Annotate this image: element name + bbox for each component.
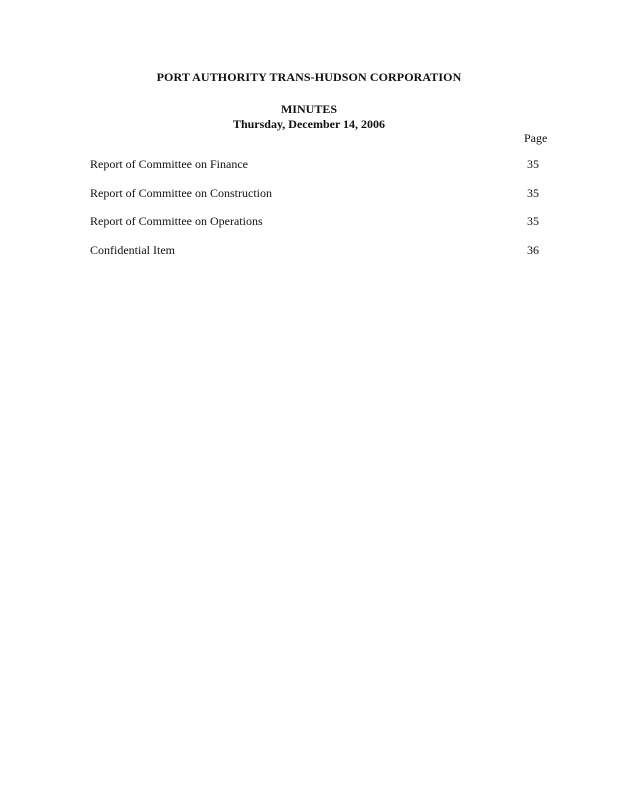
toc-item-label: Report of Committee on Construction	[90, 185, 272, 200]
table-of-contents	[90, 157, 550, 271]
toc-item-label: Confidential Item	[90, 242, 175, 257]
toc-item-page: 35	[527, 157, 539, 171]
toc-item-label: Report of Committee on Finance	[90, 157, 248, 171]
toc-item	[90, 157, 550, 186]
page-column-header: Page	[524, 131, 548, 145]
toc-item-label: Report of Committee on Operations	[90, 214, 263, 228]
toc-item	[90, 186, 550, 215]
toc-item-page: 35	[527, 214, 539, 228]
toc-item-page: 35	[527, 185, 539, 200]
toc-item-page: 36	[527, 242, 539, 257]
meeting-date: Thursday, December 14, 2006	[232, 117, 386, 131]
organization-title: PORT AUTHORITY TRANS-HUDSON CORPORATION	[156, 70, 462, 84]
toc-item	[90, 214, 550, 243]
document-heading: MINUTES	[280, 102, 337, 116]
toc-item	[90, 243, 550, 272]
